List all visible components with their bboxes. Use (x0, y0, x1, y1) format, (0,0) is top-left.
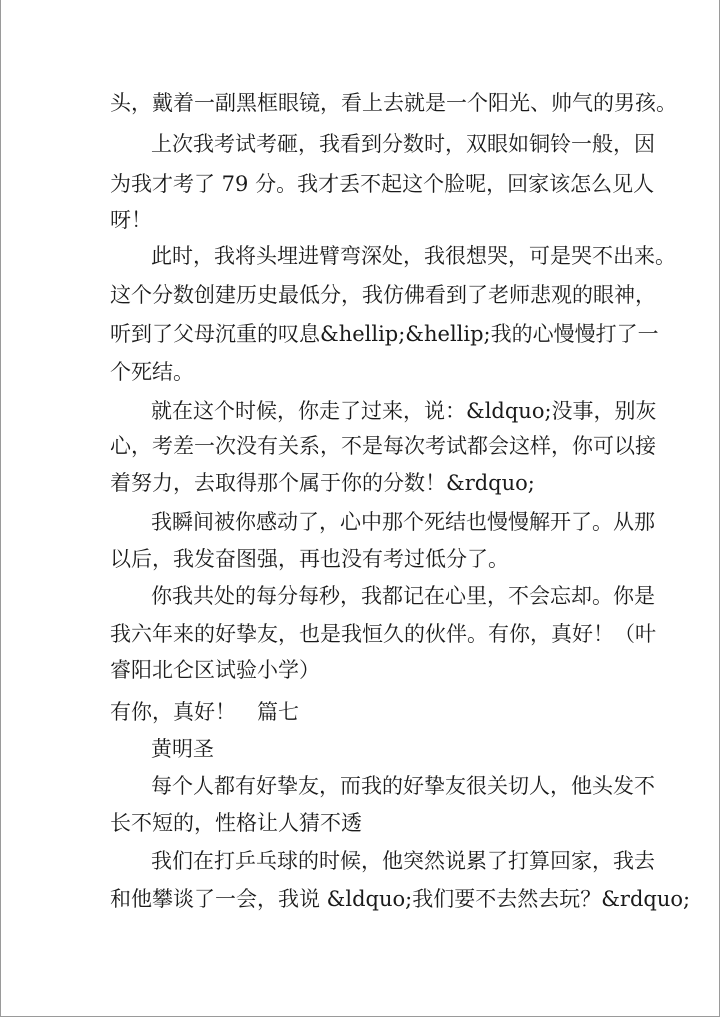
paragraph-line: 此时，我将头埋进臂弯深处，我很想哭，可是哭不出来。 (151, 244, 676, 268)
text-line: 睿阳北仑区试验小学） (110, 658, 320, 682)
author-name: 黄明圣 (151, 737, 214, 761)
paragraph-line: 每个人都有好挚友，而我的好挚友很关切人，他头发不 (151, 774, 655, 798)
text-line: 这个分数创建历史最低分，我仿佛看到了老师悲观的眼神， (110, 283, 656, 307)
text-line: 心，考差一次没有关系，不是每次考试都会这样，你可以接 (110, 434, 656, 458)
paragraph-line: 上次我考试考砸，我看到分数时，双眼如铜铃一般，因 (151, 132, 655, 156)
text-line: 以后，我发奋图强，再也没有考过低分了。 (110, 547, 509, 571)
section-heading: 有你，真好！ 篇七 (110, 700, 299, 724)
paragraph-line: 就在这个时候，你走了过来，说：&ldquo;没事，别灰 (151, 399, 657, 423)
text-line: 头，戴着一副黑框眼镜，看上去就是一个阳光、帅气的男孩。 (110, 91, 677, 115)
text-line: 长不短的，性格让人猜不透 (110, 811, 362, 835)
text-line: 我六年来的好挚友，也是我恒久的伙伴。有你，真好！（叶 (110, 622, 656, 646)
text-line: 着努力，去取得那个属于你的分数！&rdquo; (110, 471, 535, 495)
paragraph-line: 你我共处的每分每秒，我都记在心里，不会忘却。你是 (151, 584, 655, 608)
paragraph-line: 我们在打乒乓球的时候，他突然说累了打算回家，我去 (151, 849, 655, 873)
text-line: 呀！ (110, 208, 152, 232)
paragraph-line: 我瞬间被你感动了，心中那个死结也慢慢解开了。从那 (151, 510, 655, 534)
text-line: 听到了父母沉重的叹息&hellip;&hellip;我的心慢慢打了一 (110, 322, 659, 346)
text-line: 为我才考了 79 分。我才丢不起这个脸呢，回家该怎么见人 (110, 172, 655, 196)
text-line: 个死结。 (110, 360, 194, 384)
text-line: 和他攀谈了一会，我说 &ldquo;我们要不去然去玩？&rdquo; (110, 887, 691, 911)
